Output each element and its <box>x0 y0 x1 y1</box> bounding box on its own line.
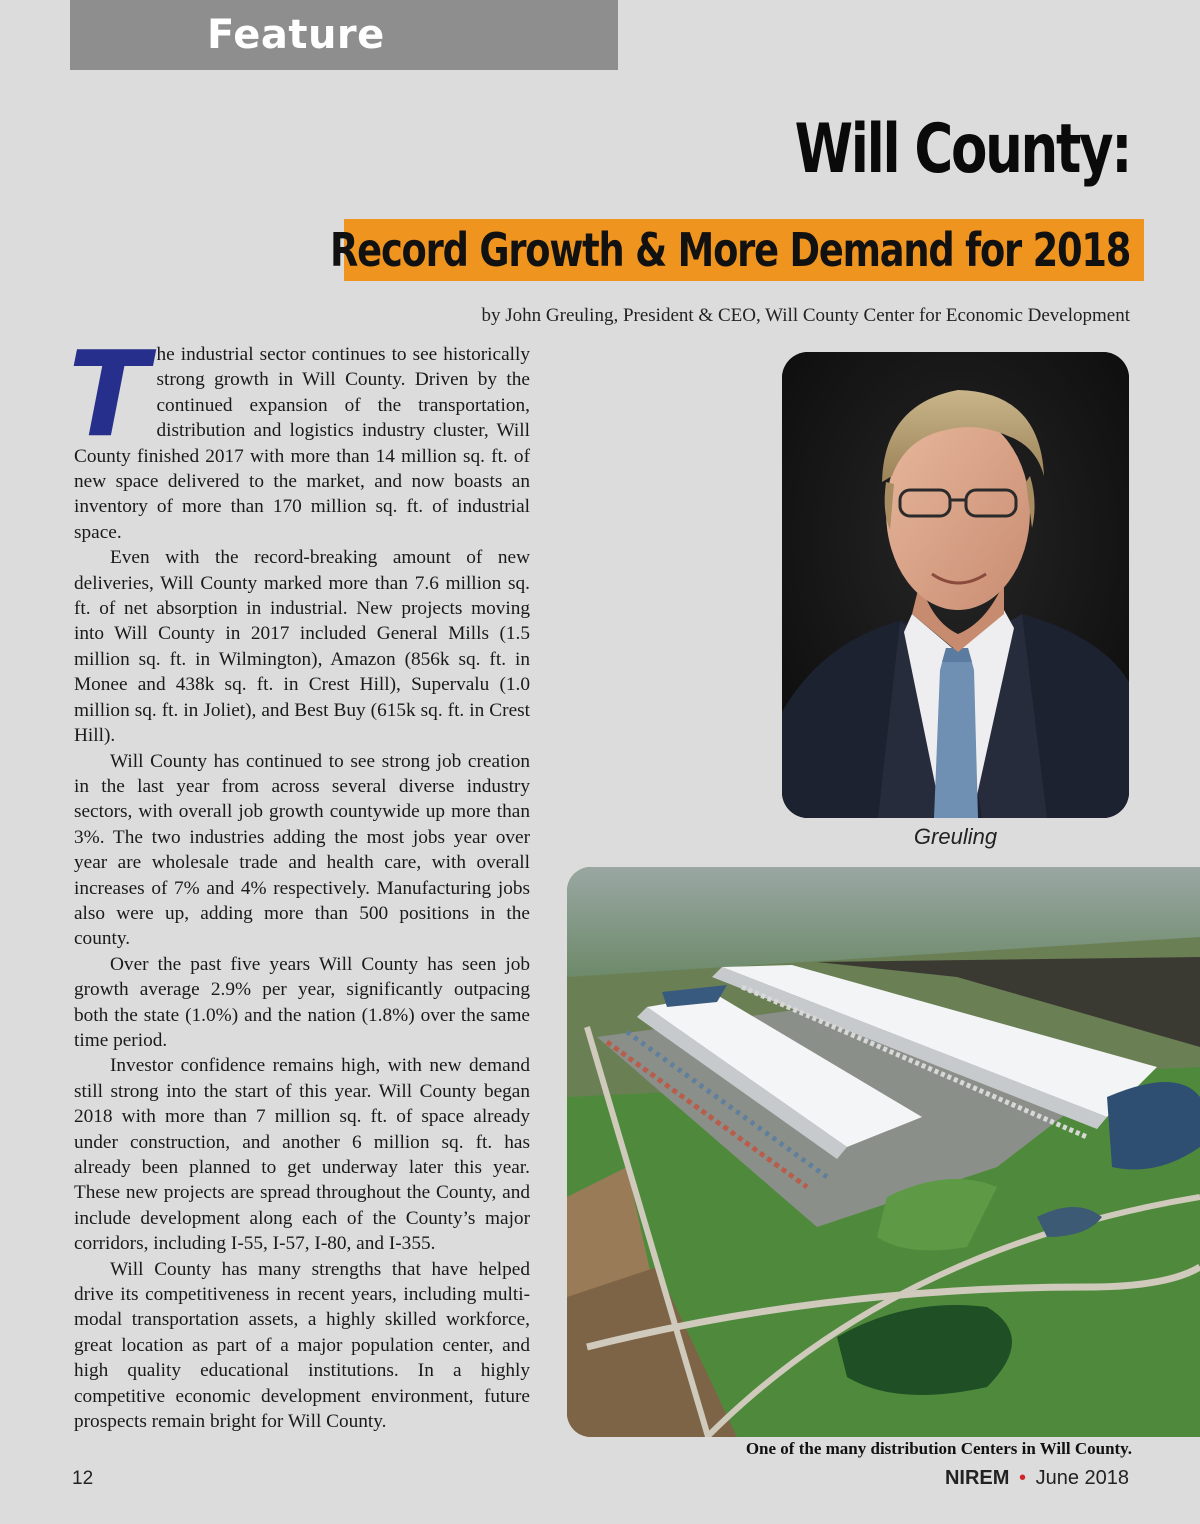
article-title: Will County: <box>794 110 1130 189</box>
article-paragraph: Will County has continued to see strong job creation in the last year from across several diverse industry sectors, with overall job growth countywide up more than 3%. The two industries adding the most jobs year over year are wholesale trade and health care, with overall increases of 7% and 4% respectively. Manufacturing jobs also were up, adding more than 500 positions in the county. <box>74 750 530 950</box>
article-subtitle: Record Growth & More Demand for 2018 <box>329 223 1130 277</box>
article-body <box>68 325 530 1434</box>
aerial-illustration <box>567 867 1200 1437</box>
aerial-caption: One of the many distribution Centers in Will County. <box>745 1439 1132 1458</box>
article-paragraph: Even with the record-breaking amount of new deliveries, Will County marked more than 7.6 million sq. ft. of net absorption in industrial. New projects moving into Will County in 2017 included General Mills (1.5 million sq. ft. in Wilmington), Amazon (856k sq. ft. in Monee and 438k sq. ft. in Crest Hill), Supervalu (1.0 million sq. ft. in Joliet), and Best Buy (615k sq. ft. in Crest Hill). <box>74 547 530 747</box>
article-paragraph: The industrial sector continues to see historically strong growth in Will County. Driven by the continued expansion of the transportation, distribution and logistics industry cluster, Will County finished 2017 with more than 14 million sq. ft. of new space delivered to the market, and now boasts an inventory of more than 170 million sq. ft. of industrial space. <box>68 325 530 543</box>
portrait-illustration <box>782 352 1129 818</box>
magazine-name: NIREM <box>944 1467 1010 1489</box>
section-tab <box>70 0 618 70</box>
article-paragraph: Investor confidence remains high, with new demand still strong into the start of this year. Will County began 2018 with more than 7 million sq. ft. of space already under construction, and another 6 million sq. ft. has already been planned to get underway later this year. These new projects are spread throughout the County, and include development along each of the County’s major corridors, including I-55, I-57, I-80, and I-355. <box>74 1055 530 1255</box>
page-number: 12 <box>72 1468 94 1489</box>
byline: by John Greuling, President & CEO, Will County Center for Economic Development <box>481 305 1130 326</box>
subtitle-bar <box>329 219 1144 281</box>
article-paragraph: Over the past five years Will County has seen job growth average 2.9% per year, significantly outpacing both the state (1.0%) and the nation (1.8%) over the same time period. <box>74 953 530 1051</box>
issue-date: June 2018 <box>1035 1467 1129 1489</box>
footer-folio <box>945 1467 1129 1490</box>
aerial-photo <box>567 867 1200 1437</box>
portrait-photo <box>782 352 1129 818</box>
portrait-caption: Greuling <box>913 824 998 849</box>
footer-separator: • <box>1019 1467 1027 1489</box>
section-label: Feature <box>207 12 385 58</box>
article-paragraph: Will County has many strengths that have helped drive its competitiveness in recent years, including multi-modal transportation assets, a highly skilled workforce, great location as part of a major population center, and high quality educational institutions. In a highly competitive economic development environment, future prospects remain bright for Will County. <box>74 1258 530 1433</box>
drop-cap: T <box>68 325 149 463</box>
